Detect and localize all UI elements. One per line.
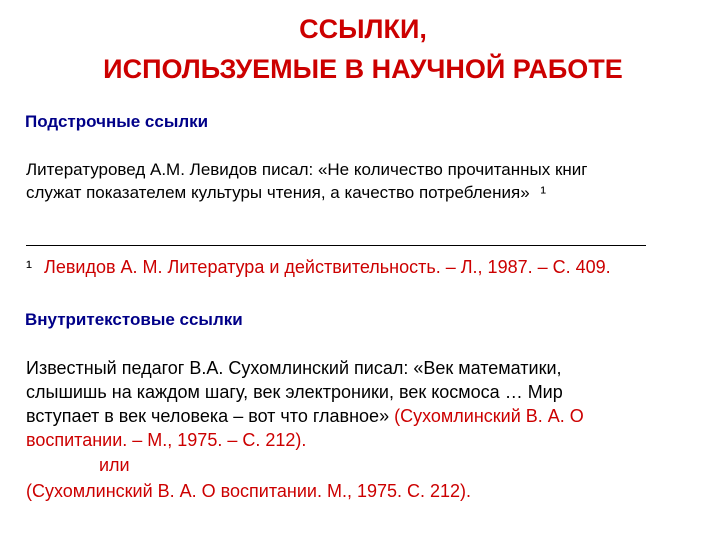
footnote (26, 258, 611, 276)
section-heading-intext-refs: Внутритекстовые ссылки (25, 310, 243, 329)
alternative-reference: (Сухомлинский В. А. О воспитании. М., 1975. С. 212). (26, 481, 472, 501)
quote-line-2 (26, 184, 546, 201)
or-separator: или (99, 455, 130, 475)
example-line-3-ref: (Сухомлинский В. А. О (394, 406, 584, 426)
page-title-line-2: ИСПОЛЬЗУЕМЫЕ В НАУЧНОЙ РАБОТЕ (103, 54, 623, 84)
example-line-3 (26, 407, 584, 425)
quote-line-1: Литературовед А.М. Левидов писал: «Не количество прочитанных книг (26, 160, 588, 179)
footnote-separator (26, 245, 646, 246)
footnote-text: Левидов А. М. Литература и действительность. – Л., 1987. – С. 409. (44, 257, 611, 277)
footnote-mark: ¹ (26, 257, 32, 277)
page-title-line-1: ССЫЛКИ, (299, 14, 427, 44)
quote-line-2-text: служат показателем культуры чтения, а качество потребления» (26, 183, 530, 202)
footnote-marker: ¹ (540, 183, 547, 202)
section-heading-footnote-refs: Подстрочные ссылки (25, 112, 209, 131)
example-line-1: Известный педагог В.А. Сухомлинский писал: «Век математики, (26, 358, 562, 378)
example-line-3-quote: вступает в век человека – вот что главное» (26, 406, 390, 426)
example-line-2: слышишь на каждом шагу, век электроники, век космоса … Мир (26, 382, 563, 402)
example-line-4-ref: воспитании. – М., 1975. – С. 212). (26, 430, 307, 450)
